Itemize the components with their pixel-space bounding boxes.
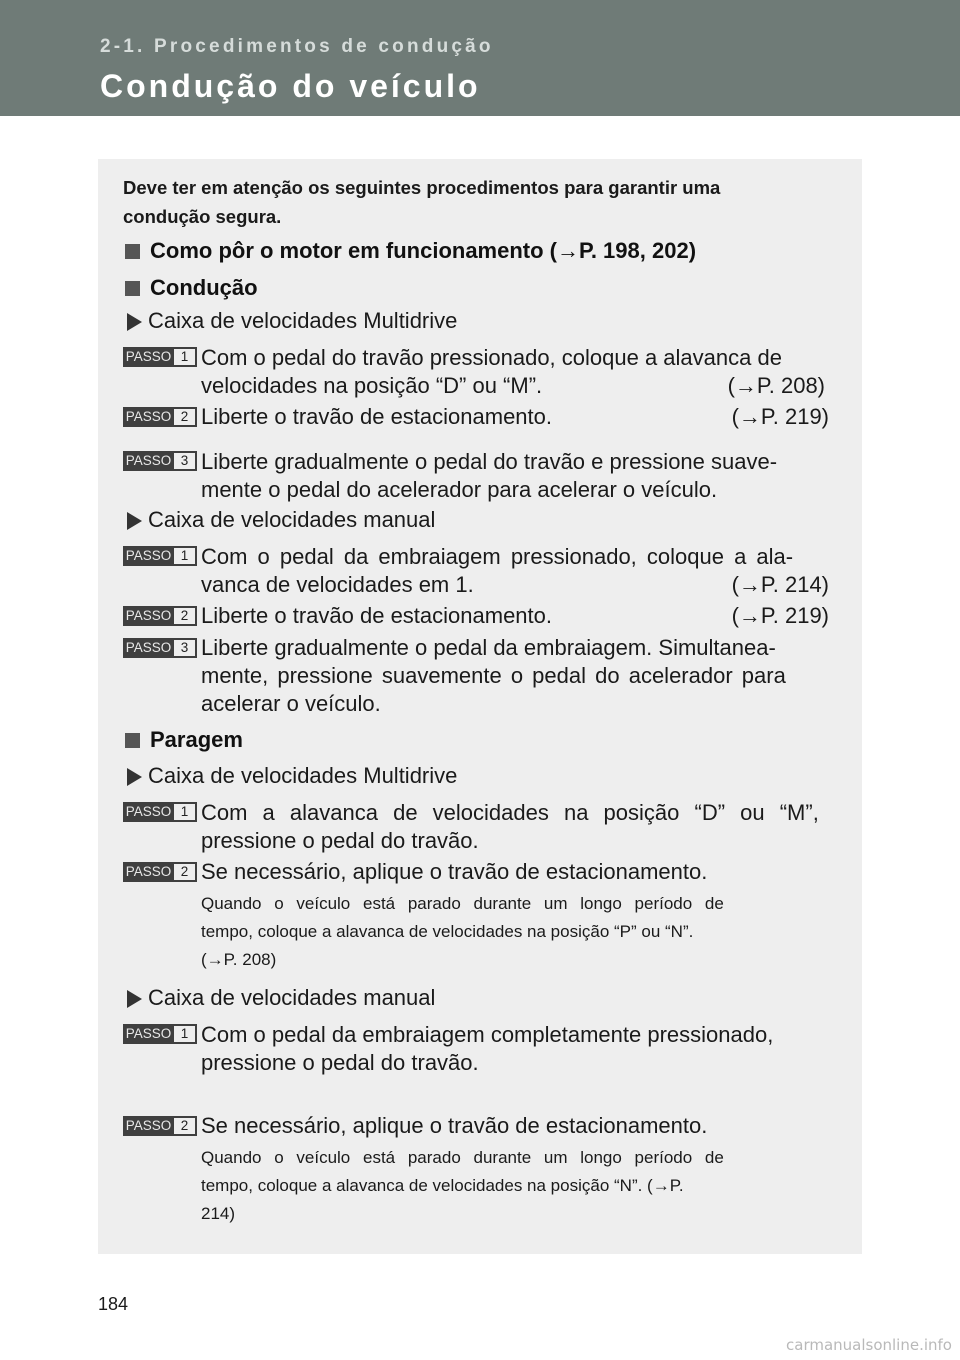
- step-badge: [123, 862, 197, 882]
- intro-line: condução segura.: [123, 206, 282, 227]
- badge-number: 2: [174, 864, 195, 880]
- step-line: pressione o pedal do travão.: [201, 1050, 479, 1075]
- badge-number: 2: [174, 1118, 195, 1134]
- step-badge: [123, 606, 197, 626]
- step-line: Com a alavanca de velocidades na posição “D” ou “M”,: [201, 800, 819, 825]
- step-badge: [123, 1116, 197, 1136]
- page-header: [0, 0, 960, 116]
- square-bullet-icon: [125, 281, 140, 296]
- step-text: [201, 1021, 829, 1077]
- step-line: mente, pressione suavemente o pedal do acelerador para: [201, 663, 786, 688]
- sub-text: Caixa de velocidades Multidrive: [148, 763, 458, 788]
- page-reference: (→P. 208): [727, 373, 825, 398]
- triangle-bullet-icon: [127, 990, 142, 1008]
- step-badge: [123, 638, 197, 658]
- sub-text: Caixa de velocidades Multidrive: [148, 308, 458, 333]
- heading-start-engine: [125, 238, 696, 264]
- step-line: [201, 571, 829, 599]
- section-title: 2-1. Procedimentos de condução: [100, 36, 494, 57]
- note-line: Quando o veículo está parado durante um longo período de: [201, 1148, 724, 1167]
- step-badge: [123, 546, 197, 566]
- badge-number: 1: [174, 1026, 195, 1042]
- sub-text: Caixa de velocidades manual: [148, 507, 436, 532]
- step-line-text: Liberte o travão de estacionamento.: [201, 404, 553, 429]
- triangle-bullet-icon: [127, 512, 142, 530]
- step-badge: [123, 1024, 197, 1044]
- triangle-bullet-icon: [127, 768, 142, 786]
- heading-text: Condução: [150, 275, 258, 300]
- step-text: [201, 602, 829, 630]
- step-badge: [123, 407, 197, 427]
- step-line: Com o pedal da embraiagem completamente pressionado,: [201, 1022, 774, 1047]
- heading-stopping: [125, 727, 243, 753]
- badge-label: PASSO: [125, 1026, 172, 1041]
- step-line: [201, 602, 829, 630]
- intro-text: [123, 173, 829, 231]
- step-line: [201, 372, 829, 400]
- badge-number: 1: [174, 804, 195, 820]
- sub-multidrive-stopping: [127, 763, 457, 789]
- note-line: tempo, coloque a alavanca de velocidades na posição “N”. (→P.: [201, 1176, 684, 1195]
- step-note: [201, 890, 829, 974]
- step-text: [201, 799, 829, 855]
- note-line: Quando o veículo está parado durante um longo período de: [201, 894, 724, 913]
- badge-label: PASSO: [125, 1118, 172, 1133]
- step-line: Com o pedal da embraiagem pressionado, coloque a ala-: [201, 544, 794, 569]
- step-text: [201, 448, 829, 504]
- triangle-bullet-icon: [127, 313, 142, 331]
- note-line: tempo, coloque a alavanca de velocidades na posição “P” ou “N”.: [201, 922, 694, 941]
- badge-number: 3: [174, 640, 195, 656]
- step-badge: [123, 451, 197, 471]
- step-line: Com o pedal do travão pressionado, coloque a alavanca de: [201, 345, 782, 370]
- page-reference: (→P. 214): [731, 572, 829, 597]
- step-line: mente o pedal do acelerador para acelerar o veículo.: [201, 477, 718, 502]
- intro-line: Deve ter em atenção os seguintes procedimentos para garantir uma: [123, 177, 721, 198]
- sub-manual-stopping: [127, 985, 435, 1011]
- sub-manual-driving: [127, 507, 435, 533]
- square-bullet-icon: [125, 244, 140, 259]
- step-note: [201, 1144, 829, 1228]
- step-badge: [123, 802, 197, 822]
- step-text: [201, 344, 829, 400]
- badge-number: 2: [174, 608, 195, 624]
- badge-number: 1: [174, 349, 195, 365]
- badge-label: PASSO: [125, 548, 172, 563]
- watermark: carmanualsonline.info: [786, 1336, 952, 1354]
- badge-number: 1: [174, 548, 195, 564]
- heading-driving: [125, 275, 258, 301]
- sub-text: Caixa de velocidades manual: [148, 985, 436, 1010]
- badge-label: PASSO: [125, 608, 172, 623]
- note-line: (→P. 208): [201, 950, 277, 969]
- step-line-text: Liberte o travão de estacionamento.: [201, 603, 553, 628]
- heading-text: Como pôr o motor em funcionamento (→P. 198, 202): [150, 238, 697, 263]
- step-line: Se necessário, aplique o travão de estacionamento.: [201, 859, 708, 884]
- badge-label: PASSO: [125, 804, 172, 819]
- step-line-text: vanca de velocidades em 1.: [201, 572, 474, 597]
- square-bullet-icon: [125, 733, 140, 748]
- step-line: Liberte gradualmente o pedal da embraiagem. Simultanea-: [201, 635, 776, 660]
- badge-label: PASSO: [125, 864, 172, 879]
- step-text: [201, 1112, 829, 1140]
- page-number: 184: [98, 1294, 129, 1314]
- step-line: acelerar o veículo.: [201, 691, 381, 716]
- step-badge: [123, 347, 197, 367]
- badge-number: 3: [174, 453, 195, 469]
- step-line: Liberte gradualmente o pedal do travão e pressione suave-: [201, 449, 778, 474]
- badge-label: PASSO: [125, 409, 172, 424]
- badge-number: 2: [174, 409, 195, 425]
- badge-label: PASSO: [125, 640, 172, 655]
- step-text: [201, 403, 829, 431]
- badge-label: PASSO: [125, 453, 172, 468]
- step-line: [201, 403, 829, 431]
- step-text: [201, 858, 829, 886]
- heading-text: Paragem: [150, 727, 243, 752]
- note-line: 214): [201, 1204, 236, 1223]
- page-reference: (→P. 219): [731, 603, 829, 628]
- step-line: pressione o pedal do travão.: [201, 828, 479, 853]
- badge-label: PASSO: [125, 349, 172, 364]
- page-title: Condução do veículo: [100, 68, 481, 104]
- step-line-text: velocidades na posição “D” ou “M”.: [201, 373, 543, 398]
- step-line: Se necessário, aplique o travão de estacionamento.: [201, 1113, 708, 1138]
- page-reference: (→P. 219): [731, 404, 829, 429]
- step-text: [201, 634, 829, 718]
- sub-multidrive-driving: [127, 308, 457, 334]
- step-text: [201, 543, 829, 599]
